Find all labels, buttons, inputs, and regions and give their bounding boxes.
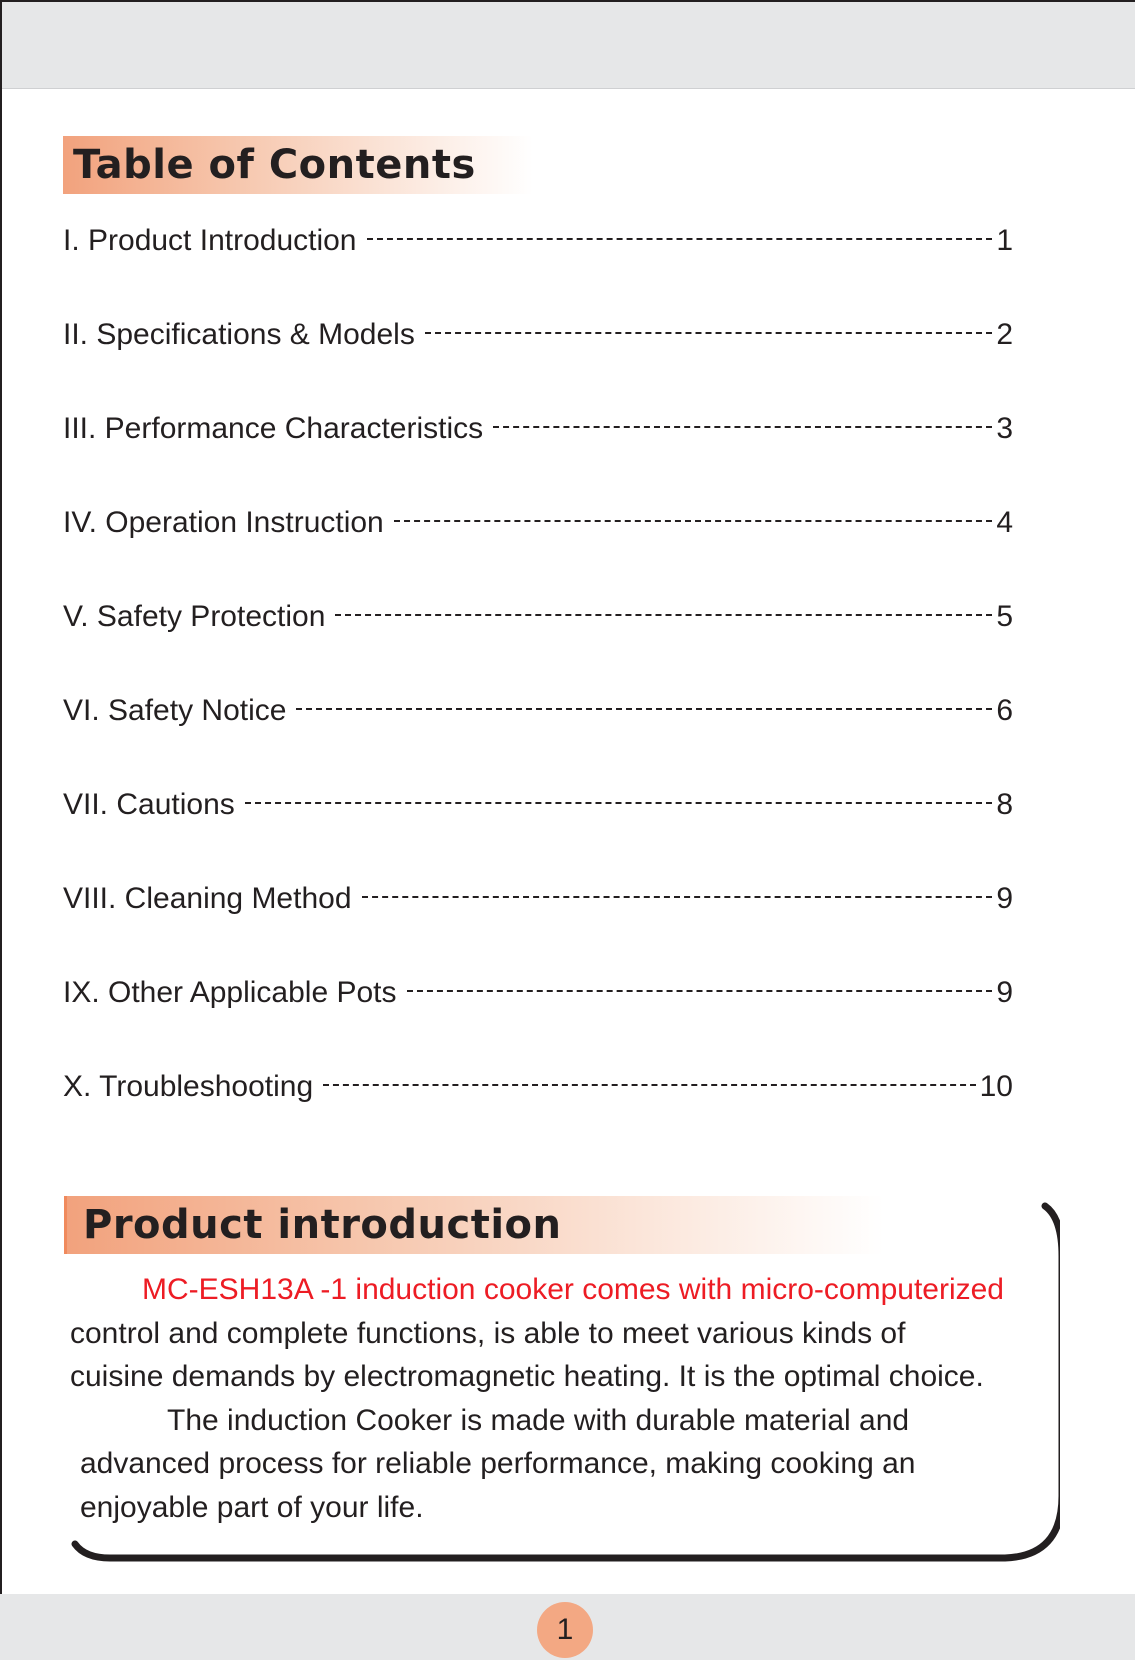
toc-leader <box>323 1084 975 1086</box>
toc-entry-label: V. Safety Protection <box>63 600 326 633</box>
toc-leader <box>425 332 992 334</box>
toc-entry-label: VI. Safety Notice <box>63 694 287 727</box>
toc-entry-page: 6 <box>996 694 1013 727</box>
toc-entry-label: I. Product Introduction <box>63 224 357 257</box>
toc-entry-cautions[interactable] <box>63 788 1013 882</box>
toc-entry-label: III. Performance Characteristics <box>63 412 484 445</box>
intro-line: control and complete functions, is able to meet various kinds of <box>70 1316 906 1350</box>
toc-entry-page: 9 <box>996 976 1013 1009</box>
toc-entry-performance-characteristics[interactable] <box>63 412 1013 506</box>
toc-entry-label: VIII. Cleaning Method <box>63 882 352 915</box>
toc-leader <box>362 896 993 898</box>
toc-entry-cleaning-method[interactable] <box>63 882 1013 976</box>
intro-line: enjoyable part of your life. <box>80 1490 424 1524</box>
toc-entry-product-introduction[interactable] <box>63 224 1013 318</box>
toc-leader <box>367 238 993 240</box>
toc-entry-label: IV. Operation Instruction <box>63 506 384 539</box>
toc-entry-page: 5 <box>996 600 1013 633</box>
top-border <box>0 0 1135 2</box>
toc-leader <box>245 802 993 804</box>
toc-entry-other-applicable-pots[interactable] <box>63 976 1013 1070</box>
toc-entry-label: X. Troubleshooting <box>63 1070 314 1103</box>
toc-entry-page: 8 <box>996 788 1013 821</box>
left-border <box>0 0 2 1595</box>
toc-entry-label: IX. Other Applicable Pots <box>63 976 397 1009</box>
toc-heading: Table of Contents <box>63 136 533 194</box>
toc-entry-label: VII. Cautions <box>63 788 235 821</box>
toc-entry-label: II. Specifications & Models <box>63 318 415 351</box>
intro-body <box>70 1268 1060 1529</box>
intro-line: advanced process for reliable performance, making cooking an <box>80 1447 916 1480</box>
toc-leader <box>335 614 992 616</box>
toc-entry-specifications-models[interactable] <box>63 318 1013 412</box>
intro-heading: Product introduction <box>64 1196 884 1254</box>
toc-entry-page: 4 <box>996 506 1013 539</box>
intro-line-highlight: MC-ESH13A -1 induction cooker comes with micro-computerized <box>142 1273 1004 1306</box>
toc-entry-page: 3 <box>996 412 1013 445</box>
toc-leader <box>296 708 992 710</box>
toc-leader <box>493 426 992 428</box>
toc-entry-page: 1 <box>996 224 1013 257</box>
toc-entry-page: 10 <box>979 1070 1013 1103</box>
intro-line: cuisine demands by electromagnetic heating. It is the optimal choice. <box>70 1360 984 1393</box>
toc-entry-page: 2 <box>996 318 1013 351</box>
toc-leader <box>394 520 993 522</box>
toc-entry-safety-notice[interactable] <box>63 694 1013 788</box>
toc-entry-page: 9 <box>996 882 1013 915</box>
toc-leader <box>407 990 993 992</box>
page-number-badge: 1 <box>537 1602 593 1658</box>
toc-list <box>63 224 1013 1164</box>
intro-line: The induction Cooker is made with durable material and <box>167 1403 910 1437</box>
toc-entry-safety-protection[interactable] <box>63 600 1013 694</box>
header-band <box>0 0 1135 89</box>
toc-entry-operation-instruction[interactable] <box>63 506 1013 600</box>
toc-entry-troubleshooting[interactable] <box>63 1070 1013 1164</box>
